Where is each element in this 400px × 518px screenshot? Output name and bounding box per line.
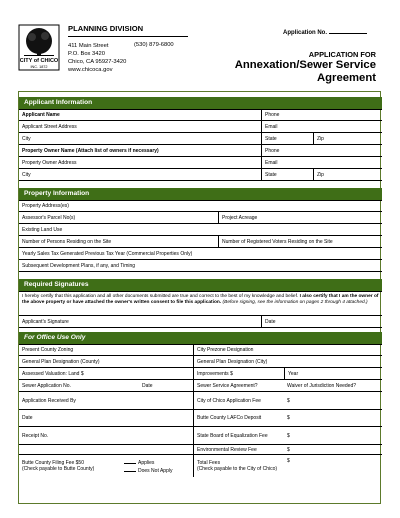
date-row	[19, 410, 382, 427]
division-phone: (530) 879-6800	[134, 42, 174, 48]
gp-city-field[interactable]: General Plan Designation (City)	[193, 356, 382, 367]
applicant-state-field[interactable]: State	[261, 133, 313, 144]
receipt-row	[19, 427, 382, 445]
received-row	[19, 392, 382, 410]
state-board-label: State Board of Equalization Fee	[193, 427, 284, 444]
waiver-field[interactable]: Waiver of Jurisdiction Needed?	[287, 382, 357, 389]
section-office-use: For Office Use Only	[19, 332, 382, 344]
certification-text	[19, 291, 382, 316]
assessed-valuation-field[interactable]: Assessed Valuation: Land $	[22, 370, 84, 377]
owner-state-field[interactable]: State	[261, 169, 313, 180]
owner-certification-statement: I also certify that I am the owner of the above property or have attached the owner's written consent to file this application.	[22, 294, 379, 305]
applies-option[interactable]	[124, 458, 154, 466]
property-address-row	[19, 200, 382, 212]
apn-row	[19, 212, 382, 224]
year-field[interactable]: Year	[284, 368, 382, 379]
form-title-line2: Agreement	[316, 72, 376, 84]
svg-text:INC. 1872: INC. 1872	[30, 65, 48, 69]
present-zoning-field[interactable]: Present County Zoning	[22, 347, 74, 353]
application-number-field[interactable]	[329, 27, 367, 34]
development-plans-field[interactable]: Subsequent Development Plans, if any, and Timing	[22, 262, 136, 269]
owner-city-field[interactable]: City	[22, 171, 31, 178]
applicant-city-row	[19, 133, 382, 145]
env-review-spacer	[19, 445, 193, 454]
owner-name-row	[19, 145, 382, 157]
address-line2: P.O. Box 3420	[68, 51, 105, 57]
applicant-street-field[interactable]: Applicant Street Address	[22, 123, 77, 130]
filing-fee-cell	[19, 455, 121, 477]
owner-address-row	[19, 157, 382, 169]
land-use-row	[19, 224, 382, 236]
section-applicant-information: Applicant Information	[19, 97, 382, 109]
total-fees-cell	[193, 455, 284, 477]
owner-phone-field[interactable]: Phone	[261, 145, 382, 156]
svg-text:CITY of CHICO: CITY of CHICO	[19, 58, 59, 64]
application-number[interactable]	[283, 27, 367, 36]
filing-fee-label: Butte County Filing Fee $50	[22, 460, 84, 466]
city-fee-field[interactable]: $	[287, 397, 290, 404]
sewer-agreement-field[interactable]: Sewer Service Agreement?	[193, 380, 284, 391]
registered-voters-field[interactable]: Number of Registered Voters Residing on the Site	[218, 236, 382, 247]
applicant-zip-field[interactable]: Zip	[313, 133, 382, 144]
certification-statement: I hereby certify that this application and all other documents submitted are true and correct to the best of my knowledge and belief.	[22, 294, 299, 299]
address-line3: Chico, CA 95927-3420	[68, 59, 127, 65]
sewer-row	[19, 380, 382, 392]
sewer-application-field[interactable]: Sewer Application No.	[22, 382, 71, 389]
applicant-signature-field[interactable]: Applicant's Signature	[22, 318, 69, 325]
applicant-phone-field[interactable]: Phone	[261, 110, 382, 120]
env-review-label: Environmental Review Fee	[193, 445, 284, 454]
owner-address-field[interactable]: Property Owner Address	[22, 159, 77, 166]
address-line1: 411 Main Street	[68, 43, 109, 49]
division-name: PLANNING DIVISION	[68, 24, 144, 33]
lafco-field[interactable]: $	[287, 415, 290, 421]
check-city-note: (Check payable to the City of Chico)	[197, 466, 278, 472]
residents-row	[19, 236, 382, 248]
city-of-chico-logo	[18, 24, 60, 71]
received-by-field[interactable]: Application Received By	[22, 397, 76, 404]
improvements-field[interactable]: Improvements $	[193, 368, 284, 379]
applicant-name-row	[19, 109, 382, 121]
applies-blank[interactable]	[124, 458, 136, 464]
applicant-city-field[interactable]: City	[22, 135, 31, 142]
env-review-field[interactable]: $	[287, 446, 290, 453]
signature-row	[19, 316, 382, 328]
header-divider	[68, 36, 188, 37]
section-required-signatures: Required Signatures	[19, 279, 382, 291]
application-for: APPLICATION FOR	[308, 50, 376, 59]
existing-land-use-field[interactable]: Existing Land Use	[22, 226, 63, 233]
application-form	[18, 91, 381, 504]
total-fees-field[interactable]: $	[287, 458, 290, 464]
persons-residing-field[interactable]: Number of Persons Residing on the Site	[22, 238, 112, 245]
address-block	[68, 42, 126, 74]
owner-email-field[interactable]: Email	[261, 157, 382, 168]
general-plan-row	[19, 356, 382, 368]
property-address-field[interactable]: Property Address(es)	[22, 203, 69, 209]
owner-city-row	[19, 169, 382, 181]
sales-tax-row	[19, 248, 382, 260]
website-link[interactable]: www.chicoca.gov	[68, 67, 113, 73]
city-fee-label: City of Chico Application Fee	[193, 392, 284, 409]
applies-label: Applies	[138, 460, 155, 466]
signing-note: (Before signing, see the information on pages 2 through 4 attached.)	[222, 300, 368, 305]
env-review-row	[19, 445, 382, 455]
sales-tax-field[interactable]: Yearly Sales Tax Generated Previous Tax Year (Commercial Properties Only)	[22, 250, 193, 257]
applicant-street-row	[19, 121, 382, 133]
gp-county-field[interactable]: General Plan Designation (County)	[22, 358, 100, 365]
project-acreage-field[interactable]: Project Acreage	[218, 212, 382, 223]
zoning-row	[19, 344, 382, 356]
applicant-email-field[interactable]: Email	[261, 121, 382, 132]
state-board-field[interactable]: $	[287, 432, 290, 439]
check-county-note: (Check payable to Butte County)	[22, 466, 95, 472]
not-apply-label: Does Not Apply	[138, 468, 173, 474]
prezone-field[interactable]: City Prezone Designation	[193, 345, 382, 355]
receipt-number-field[interactable]: Receipt No.	[22, 432, 49, 439]
lafco-label: Butte County LAFCo Deposit	[193, 410, 284, 426]
received-date-field[interactable]: Date	[22, 415, 33, 421]
total-fees-label: Total Fees	[197, 460, 221, 466]
not-apply-option[interactable]	[124, 466, 172, 474]
applicant-name-field[interactable]: Applicant Name	[22, 112, 60, 118]
application-number-label: Application No.	[283, 30, 327, 36]
valuation-row	[19, 368, 382, 380]
owner-zip-field[interactable]: Zip	[313, 169, 382, 180]
sewer-date-field[interactable]: Date	[142, 382, 153, 389]
owner-name-field[interactable]: Property Owner Name (Attach list of owners if necessary)	[22, 147, 159, 154]
signature-date-field[interactable]: Date	[261, 316, 382, 327]
development-plans-row	[19, 260, 382, 272]
form-title-line1: Annexation/Sewer Service	[234, 59, 376, 71]
not-apply-blank[interactable]	[124, 466, 136, 472]
assessor-parcel-field[interactable]: Assessor's Parcel No(s)	[22, 214, 76, 221]
section-property-information: Property Information	[19, 188, 382, 200]
fees-row	[19, 455, 382, 477]
filing-fee-options	[121, 455, 193, 477]
